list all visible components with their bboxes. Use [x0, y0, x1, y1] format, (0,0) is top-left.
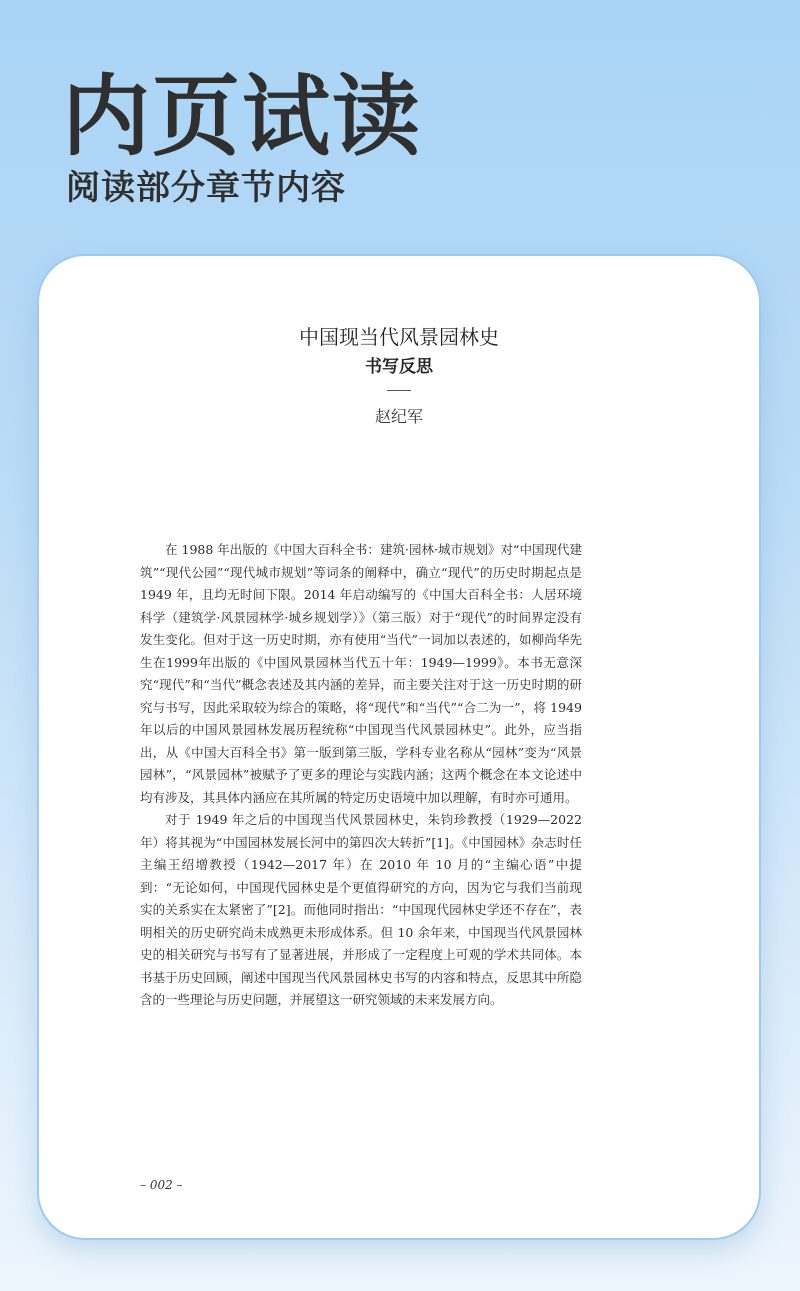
page-subtitle: 阅读部分章节内容 [66, 168, 346, 208]
page-title: 内页试读 [62, 65, 423, 168]
title-divider [387, 390, 411, 391]
document-title: 中国现当代风景园林史 [299, 325, 499, 349]
document-author: 赵纪军 [374, 407, 423, 426]
document-body [140, 539, 582, 1012]
document-subtitle: 书写反思 [365, 357, 433, 377]
page-number: – 002 – [140, 1178, 183, 1192]
document-page-card [37, 254, 761, 1240]
body-paragraph-1: 在 1988 年出版的《中国大百科全书：建筑·园林·城市规划》对“中国现代建筑”“现代公园”“现代城市规划”等词条的阐释中，确立“现代”的历史时期起点是 1949 年，且均无时间下限。2014 年启动编写的《中国大百科全书：人居环境科学（建筑学·风景园林学·城乡规划学）》（第三版）对于“现代”的时间界定没有发生变化。但对于这一历史时期，亦有使用“当代”一词加以表述的，如柳尚华先生在1999年出版的《中国风景园林当代五十年：1949—1999》。本书无意深究“现代”和“当代”概念表述及其内涵的差异，而主要关注对于这一历史时期的研究与书写，因此采取较为综合的策略，将“现代”和“当代”“合二为一”，将 1949 年以后的中国风景园林发展历程统称“中国现当代风景园林史”。此外，应当指出，从《中国大百科全书》第一版到第三版，学科专业名称从“园林”变为“风景园林”，“风景园林”被赋予了更多的理论与实践内涵；这两个概念在本文论述中均有涉及，其具体内涵应在其所属的特定历史语境中加以理解，有时亦可通用。 [140, 542, 582, 805]
body-paragraph-2: 对于 1949 年之后的中国现当代风景园林史，朱钧珍教授（1929—2022 年）将其视为“中国园林发展长河中的第四次大转折”[1]。《中国园林》杂志时任主编王绍增教授（1942—2017 年）在 2010 年 10 月的“主编心语”中提到：“无论如何，中国现代园林史是个更值得研究的方向，因为它与我们当前现实的关系实在太紧密了”[2]。而他同时指出：“中国现代园林史学还不存在”，表明相关的历史研究尚未成熟更未形成体系。但 10 余年来，中国现当代风景园林史的相关研究与书写有了显著进展，并形成了一定程度上可观的学术共同体。本书基于历史回顾，阐述中国现当代风景园林史书写的内容和特点，反思其中所隐含的一些理论与历史问题，并展望这一研究领域的未来发展方向。 [140, 812, 582, 1007]
